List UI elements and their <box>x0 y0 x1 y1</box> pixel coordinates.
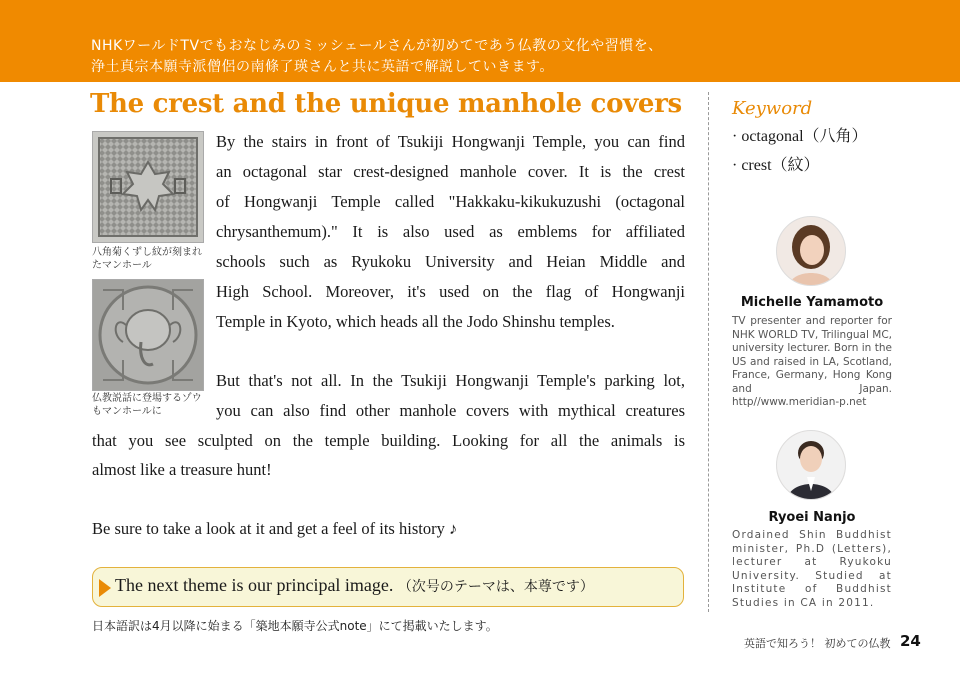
body-line-7: Temple in Kyoto, which heads all the Jodo Shinshu temples. <box>216 312 615 331</box>
manhole-elephant-photo <box>92 279 204 391</box>
body-line-11: almost like a treasure hunt! <box>92 460 272 479</box>
avatar-michelle <box>776 216 846 286</box>
page-number: 24 <box>900 632 921 650</box>
photo-caption-1: 八角菊くずし紋が刻まれたマンホール <box>92 247 202 271</box>
next-theme-box <box>92 567 684 607</box>
body-line-4: chrysanthemum)." It is also used as emblems for affiliated <box>216 222 685 241</box>
body-line-12: Be sure to take a look at it and get a feel of its history ♪ <box>92 519 458 538</box>
person-bio-ryoei: Ordained Shin Buddhist minister, Ph.D (Letters), lecturer at Ryukoku University. Studied at Institute of Buddhist Studies in CA in 2011. <box>732 529 892 609</box>
next-theme-jp: （次号のテーマは、本尊です） <box>397 579 594 595</box>
body-line-1: By the stairs in front of Tsukiji Hongwanji Temple, you can find <box>216 132 685 151</box>
manhole-crest-photo <box>92 131 204 243</box>
person-name-michelle: Michelle Yamamoto <box>740 295 884 310</box>
column-divider <box>708 92 709 612</box>
header-banner <box>0 0 960 82</box>
keyword-item-octagonal: · octagonal（八角） <box>732 128 868 145</box>
keyword-item-crest: · crest（紋） <box>732 157 820 174</box>
next-theme-label: The next theme is our principal image. <box>115 575 394 595</box>
triangle-arrow-icon <box>99 579 111 597</box>
avatar-ryoei <box>776 430 846 500</box>
person-name-ryoei: Ryoei Nanjo <box>768 510 856 525</box>
article-title: The crest and the unique manhole covers <box>90 89 682 119</box>
photo-caption-2: 仏教説話に登場するゾウもマンホールに <box>92 393 202 417</box>
body-line-10: that you see sculpted on the temple building. Looking for all the animals is <box>92 431 685 450</box>
banner-line-1: NHKワールドTVでもおなじみのミッシェールさんが初めてであう仏教の文化や習慣を、 <box>91 38 663 54</box>
body-line-3: of Hongwanji Temple called "Hakkaku-kikukuzushi (octagonal <box>216 192 685 211</box>
body-line-6: High School. Moreover, it's used on the flag of Hongwanji <box>216 282 685 301</box>
banner-line-2: 浄土真宗本願寺派僧侶の南條了瑛さんと共に英語で解説していきます。 <box>91 59 554 75</box>
body-line-2: an octagonal star crest-designed manhole cover. It is the crest <box>216 162 685 181</box>
next-theme-text <box>115 575 594 596</box>
keyword-title: Keyword <box>732 98 813 119</box>
person-bio-michelle: TV presenter and reporter for NHK WORLD TV, Trilingual MC, university lecturer. Born in the US and raised in LA, Scotland, France, Germany, Hong Kong and Japan. http//www.meridian-p.net <box>732 315 892 408</box>
footer-series-label: 英語で知ろう！ 初めての仏教 <box>744 637 891 650</box>
body-line-8: But that's not all. In the Tsukiji Hongwanji Temple's parking lot, <box>216 371 685 390</box>
body-line-5: schools such as Ryukoku University and Heian Middle and <box>216 252 685 271</box>
body-line-9: you can also find other manhole covers with mythical creatures <box>216 401 685 420</box>
footnote: 日本語訳は4月以降に始まる「築地本願寺公式note」にて掲載いたします。 <box>92 619 498 633</box>
